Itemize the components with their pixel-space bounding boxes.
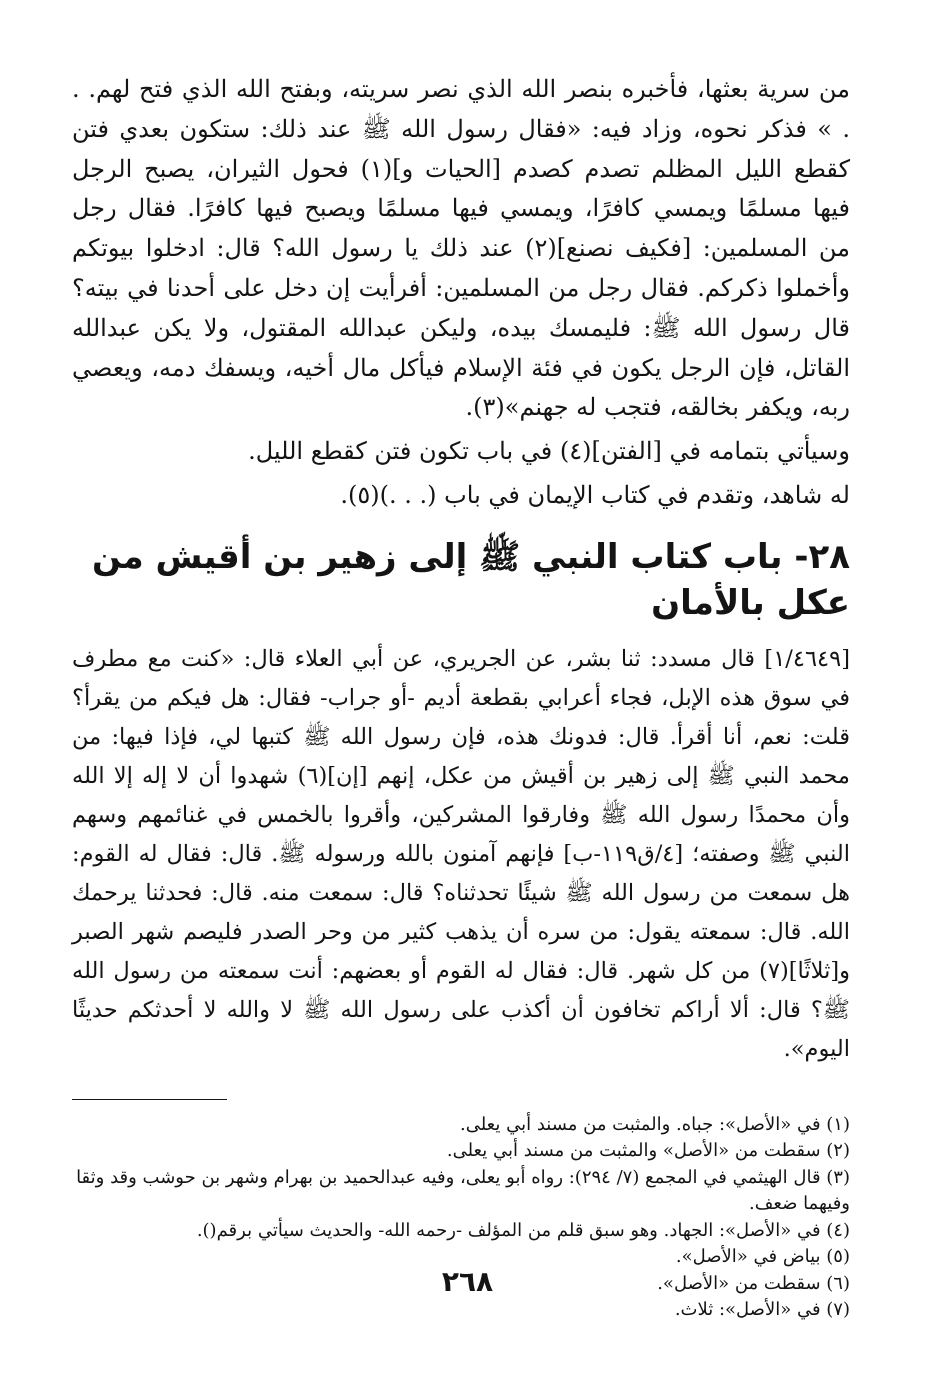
- footnote-item: (٣) قال الهيثمي في المجمع (٧/ ٢٩٤): رواه أبو يعلى، وفيه عبدالحميد بن بهرام وشهر بن حوشب وقد وثقا وفيهما ضعف.: [76, 1166, 850, 1215]
- footnote-separator: [72, 1099, 227, 1100]
- page-body: [72, 70, 850, 1324]
- footnote-item: (٤) في «الأصل»: الجهاد. وهو سبق قلم من المؤلف -رحمه الله- والحديث سيأتي برقم().: [196, 1219, 850, 1241]
- footnote-item: (٧) في «الأصل»: ثلاث.: [674, 1299, 850, 1321]
- page-number: ٢٦٨: [441, 1265, 494, 1298]
- paragraph-hadith-continuation: من سرية بعثها، فأخبره بنصر الله الذي نصر سريته، وبفتح الله الذي فتح لهم. . . » فذكر نحوه، وزاد فيه: «فقال رسول الله ﷺ عند ذلك: ستكون بعدي فتن كقطع الليل المظلم تصدم كصدم [الحيات و](١) فحول الثيران، يصبح الرجل فيها مسلمًا ويمسي كافرًا، ويمسي فيها مسلمًا ويصبح فيها كافرًا. فقال رجل من المسلمين: [فكيف نصنع](٢) عند ذلك يا رسول الله؟ قال: ادخلوا بيوتكم وأخملوا ذكركم. فقال رجل من المسلمين: أفرأيت إن دخل على أحدنا في بيته؟ قال رسول الله ﷺ: فليمسك بيده، وليكن عبدالله المقتول، ولا يكن عبدالله القاتل، فإن الرجل يكون في فئة الإسلام فيأكل مال أخيه، ويسفك دمه، ويعصي ربه، ويكفر بخالقه، فتجب له جهنم»(٣).: [72, 75, 851, 422]
- footnote-item: (١) في «الأصل»: جباه. والمثبت من مسند أبي يعلى.: [459, 1113, 850, 1135]
- hadith-main-text: [١/٤٦٤٩] قال مسدد: ثنا بشر، عن الجريري، عن أبي العلاء قال: «كنت مع مطرف في سوق هذه الإبل، فجاء أعرابي بقطعة أديم -أو جراب- فقال: هل فيكم من يقرأ؟ قلت: نعم، أنا أقرأ. قال: فدونك هذه، فإن رسول الله ﷺ كتبها لي، فإذا فيها: من محمد النبي ﷺ إلى زهير بن أقيش من عكل، إنهم [إن](٦) شهدوا أن لا إله إلا الله وأن محمدًا رسول الله ﷺ وفارقوا المشركين، وأقروا بالخمس في غنائمهم وسهم النبي ﷺ وصفته؛ [٤/ق١١٩-ب] فإنهم آمنون بالله ورسوله ﷺ. قال: فقال له القوم: هل سمعت من رسول الله ﷺ شيئًا تحدثناه؟ قال: سمعت منه. قال: فحدثنا يرحمك الله. قال: سمعته يقول: من سره أن يذهب كثير من وحر الصدر فليصم شهر الصبر و[ثلاثًا](٧) من كل شهر. قال: فقال له القوم أو بعضهم: أنت سمعته من رسول الله ﷺ؟ قال: ألا أراكم تخافون أن أكذب على رسول الله ﷺ لا والله لا أحدثكم حديثًا اليوم».: [72, 645, 850, 1062]
- paragraph-cross-reference: وسيأتي بتمامه في [الفتن](٤) في باب تكون فتن كقطع الليل.: [248, 437, 850, 466]
- paragraph-witness-note: له شاهد، وتقدم في كتاب الإيمان في باب (. . .)(٥).: [340, 480, 850, 509]
- footnote-item: (٥) بياض في «الأصل».: [675, 1246, 850, 1268]
- footnote-separator-wrap: [72, 1069, 850, 1112]
- chapter-heading: ٢٨- باب كتاب النبي ﷺ إلى زهير بن أقيش من عكل بالأمان: [92, 536, 850, 623]
- footnote-item: (٢) سقطت من «الأصل» والمثبت من مسند أبي يعلى.: [446, 1140, 850, 1162]
- footnote-item: (٦) سقطت من «الأصل».: [657, 1272, 850, 1294]
